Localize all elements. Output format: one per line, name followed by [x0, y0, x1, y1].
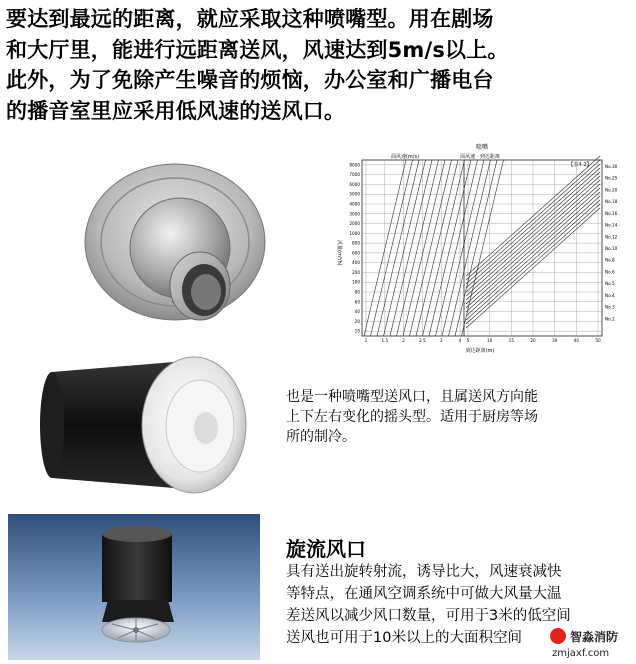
chart-legend-entry: No.5 — [605, 281, 615, 287]
chart-ylabel: 风量(m³/h) — [336, 240, 342, 266]
watermark-brand: 智淼消防 — [570, 630, 619, 644]
chart-x-tick: 15 — [508, 338, 515, 343]
chart-y-tick: 10 — [354, 328, 360, 334]
chart-legend-entry: No.10 — [605, 246, 618, 251]
chart-x-tick: 3 — [439, 338, 443, 343]
caption-line: 具有送出旋转射流，诱导比大，风速衰减快 — [286, 564, 562, 580]
intro-line: 要达到最远的距离，就应采取这种喷嘴型。用在剧场 — [6, 7, 494, 31]
chart-xlabel: 到达距离(m) — [465, 348, 495, 354]
chart-y-tick: 7000 — [349, 172, 360, 178]
chart-legend-entry: No.4 — [605, 292, 615, 298]
chart-y-tick: 3000 — [349, 211, 360, 217]
intro-line: 此外，为了免除产生噪音的烦恼，办公室和广播电台 — [6, 68, 494, 92]
chart-y-tick: 5000 — [349, 191, 360, 197]
caption-line: 上下左右变化的摇头型。适用于厨房等场 — [286, 409, 538, 425]
chart-y-tick: 60 — [354, 299, 360, 305]
chart-x-tick: 50 — [595, 338, 601, 343]
chart-y-tick: 600 — [352, 250, 360, 256]
chart-x-tick: 40 — [573, 338, 580, 343]
chart-y-tick: 8000 — [349, 162, 360, 168]
intro-paragraph — [6, 4, 632, 126]
chart-legend-entry: No.12 — [605, 234, 618, 240]
chart-legend-entry: No.6 — [605, 269, 615, 275]
chart-subtitle: 面风速 · 到达距离 — [460, 154, 500, 160]
chart-legend-entry: No.18 — [605, 199, 618, 205]
caption-line: 所的制冷。 — [286, 429, 356, 445]
swirl-diffuser-photo — [8, 514, 260, 660]
chart-y-tick: 200 — [352, 269, 360, 275]
chart-y-tick: 1000 — [349, 230, 360, 236]
caption-line: 送风也可用于10米以上的大面积空间 — [286, 630, 522, 646]
chart-y-tick: 100 — [352, 279, 360, 285]
swing-nozzle-caption — [286, 387, 626, 447]
chart-x-tick: 4 — [458, 338, 462, 343]
chart-y-tick: 40 — [354, 309, 360, 315]
swing-nozzle-photo — [24, 350, 260, 500]
chart-y-tick: 80 — [354, 289, 360, 295]
chart-x-tick: 1 — [364, 338, 368, 343]
chart-x-tick: 30 — [551, 338, 558, 343]
swirl-diffuser-title: 旋流风口 — [286, 537, 366, 561]
chart-x-tick: 2 — [402, 338, 405, 343]
intro-line: 的播音室里应采用低风速的送风口。 — [6, 98, 346, 123]
chart-legend-entry: No.2 — [605, 316, 615, 322]
chart-x-tick: 20 — [530, 338, 536, 343]
chart-y-tick: 20 — [354, 318, 360, 324]
caption-line: 差送风以减少风口数量，可用于3米的低空间 — [286, 608, 571, 624]
chart-x-tick: 10 — [486, 338, 493, 343]
watermark-domain: zmjaxf.com — [552, 648, 610, 659]
chart-y-tick: 800 — [352, 240, 360, 246]
chart-x-tick: 1.5 — [381, 338, 389, 343]
chart-legend-entry: No.14 — [605, 222, 618, 228]
watermark-logo — [548, 624, 632, 660]
chart-y-tick: 400 — [352, 260, 360, 266]
intro-line: 和大厅里，能进行远距离送风，风速达到5m/s以上。 — [6, 37, 509, 62]
caption-line: 等特点，在通风空调系统中可做大风量大温 — [286, 586, 562, 602]
chart-y-tick: 6000 — [349, 181, 360, 187]
chart-y-tick: 2000 — [349, 221, 360, 227]
chart-legend-entry: No.25 — [605, 175, 618, 181]
nozzle-diffuser-photo — [80, 150, 270, 340]
chart-table-label: 【表4-2】 — [568, 162, 592, 168]
throw-distance-chart — [330, 140, 634, 355]
chart-y-tick: 4000 — [349, 201, 360, 207]
chart-legend-entry: No.8 — [605, 257, 615, 263]
chart-title: 喷嘴 — [475, 144, 489, 151]
flame-icon — [550, 628, 566, 644]
caption-line: 也是一种喷嘴型送风口，且属送风方向能 — [286, 389, 538, 405]
chart-legend-entry: No.30 — [605, 164, 618, 169]
chart-x-tick: 5 — [466, 338, 470, 343]
chart-x-tick: 2.5 — [419, 338, 426, 343]
chart-legend-entry: No.3 — [605, 304, 615, 310]
chart-legend-entry: No.20 — [605, 187, 618, 193]
chart-top-axis-label: 面风速(m/s) — [390, 154, 420, 160]
chart-legend-entry: No.16 — [605, 210, 618, 216]
